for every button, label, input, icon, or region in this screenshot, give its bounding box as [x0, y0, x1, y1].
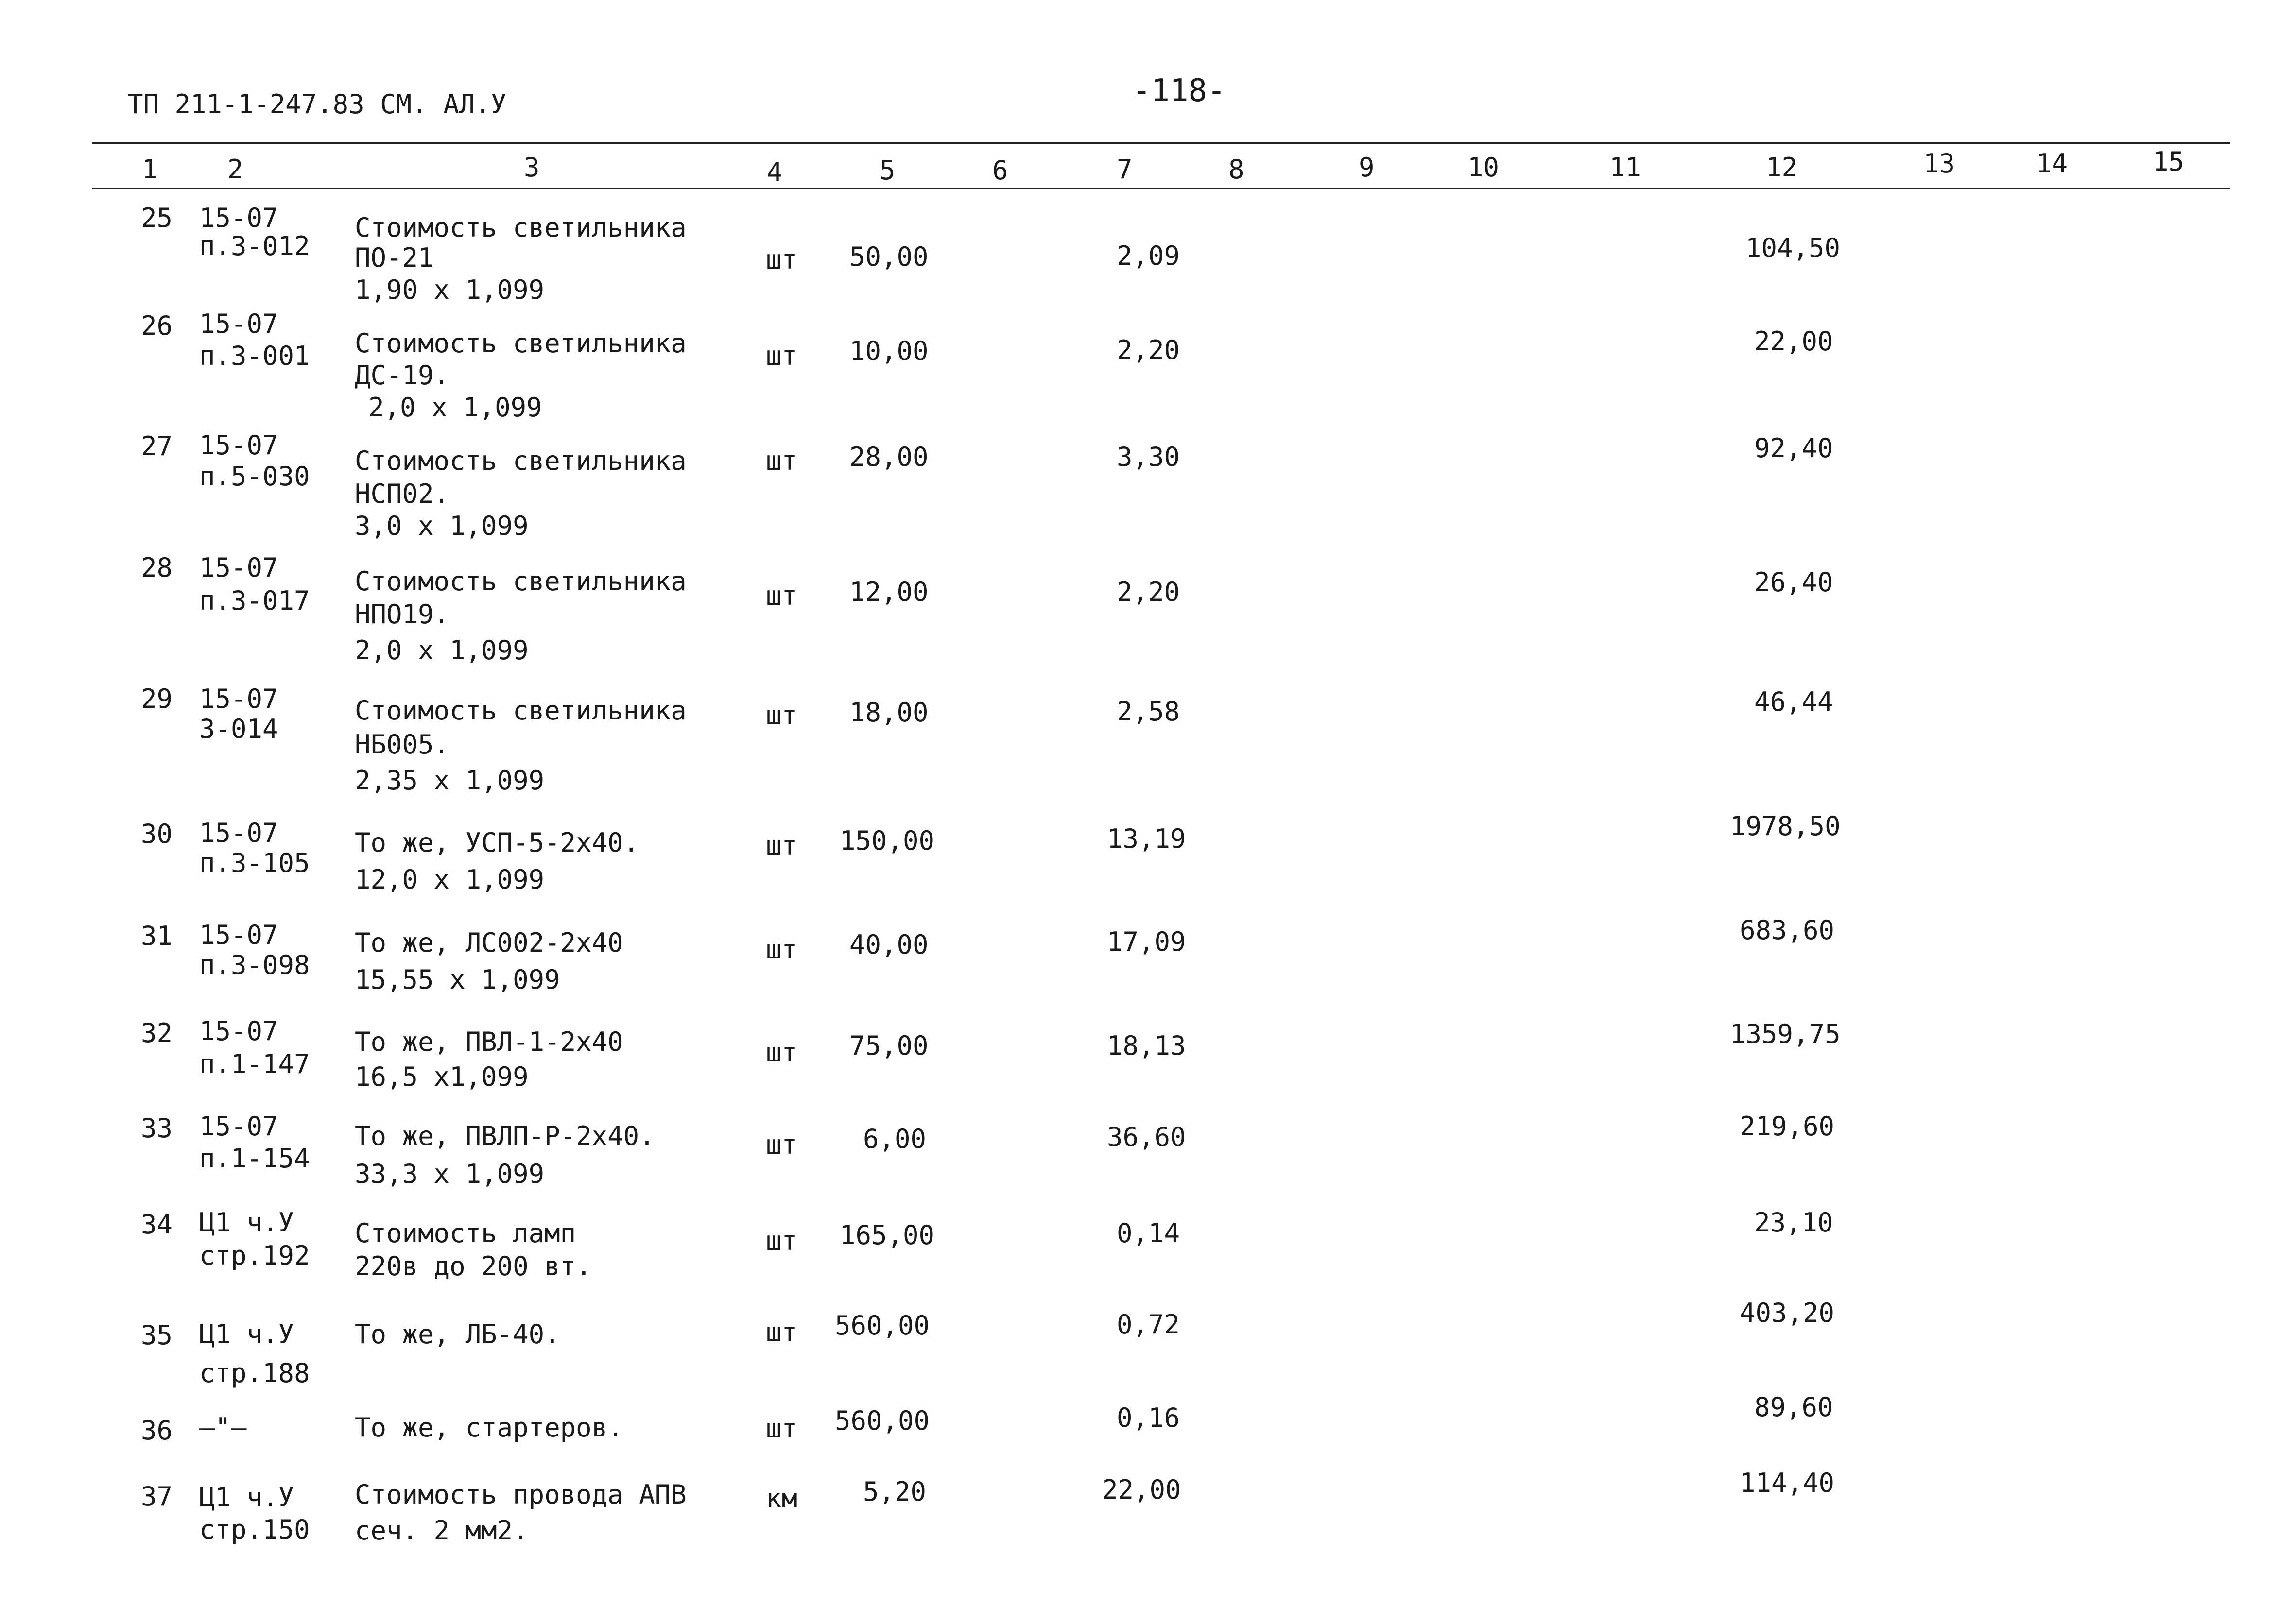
- row-unit-price: 0,72: [1117, 1309, 1180, 1340]
- row-quantity: 28,00: [849, 442, 929, 472]
- row-description: ПО-21: [355, 242, 434, 273]
- row-unit: шт: [766, 1413, 798, 1444]
- row-unit: шт: [766, 830, 798, 861]
- row-number: 31: [141, 921, 173, 951]
- row-unit-price: 2,58: [1117, 696, 1180, 727]
- row-quantity: 5,20: [863, 1476, 927, 1507]
- row-code: 15-07: [199, 920, 278, 950]
- column-number: 8: [1228, 154, 1244, 185]
- row-unit: шт: [766, 934, 798, 965]
- row-description: 2,0 х 1,099: [368, 392, 542, 423]
- row-quantity: 560,00: [835, 1405, 930, 1436]
- row-total: 23,10: [1754, 1207, 1833, 1238]
- column-number: 4: [767, 157, 783, 188]
- row-unit: шт: [766, 341, 798, 371]
- column-number: 5: [880, 155, 896, 186]
- row-total: 219,60: [1740, 1111, 1835, 1142]
- row-description: НПО19.: [355, 599, 450, 630]
- row-code: п.3-001: [199, 341, 310, 371]
- row-code: Ц1 ч.У: [199, 1319, 294, 1350]
- row-description: Стоимость светильника: [355, 695, 687, 726]
- row-description: То же, УСП-5-2х40.: [355, 827, 639, 858]
- column-number: 13: [1923, 148, 1955, 179]
- row-number: 26: [141, 310, 173, 341]
- row-description: Стоимость светильника: [355, 566, 687, 597]
- row-description: Стоимость провода АПВ: [355, 1479, 687, 1510]
- column-number: 2: [227, 154, 243, 185]
- column-number: 11: [1609, 152, 1641, 183]
- row-unit: шт: [766, 244, 798, 275]
- row-code: 3-014: [199, 714, 278, 744]
- row-number: 34: [141, 1209, 173, 1240]
- row-description: сеч. 2 мм2.: [355, 1515, 529, 1546]
- row-number: 36: [141, 1415, 173, 1446]
- row-total: 26,40: [1754, 567, 1833, 598]
- row-total: 92,40: [1754, 433, 1833, 463]
- row-total: 1978,50: [1730, 811, 1841, 841]
- column-number: 14: [2036, 148, 2068, 179]
- row-quantity: 10,00: [849, 336, 929, 366]
- row-quantity: 6,00: [863, 1124, 927, 1154]
- column-number: 1: [142, 154, 158, 185]
- row-quantity: 150,00: [840, 825, 935, 856]
- row-unit-price: 13,19: [1107, 823, 1186, 854]
- row-number: 28: [141, 552, 173, 583]
- row-code: п.3-105: [199, 848, 310, 878]
- row-quantity: 40,00: [849, 929, 929, 960]
- row-unit-price: 2,09: [1117, 240, 1180, 271]
- row-total: 683,60: [1740, 915, 1835, 945]
- row-number: 27: [141, 431, 173, 462]
- row-code: 15-07: [199, 1111, 278, 1142]
- column-number: 12: [1766, 152, 1798, 183]
- row-code: п.1-154: [199, 1143, 310, 1174]
- row-description: 2,35 х 1,099: [355, 765, 545, 796]
- row-number: 29: [141, 684, 173, 714]
- row-unit-price: 17,09: [1107, 926, 1186, 957]
- row-quantity: 12,00: [849, 577, 929, 607]
- row-total: 46,44: [1754, 686, 1833, 717]
- row-code: 15-07: [199, 818, 278, 848]
- row-number: 37: [141, 1481, 173, 1512]
- table-header-rule: [92, 188, 2230, 189]
- row-description: Стоимость светильника: [355, 212, 687, 243]
- row-code: п.3-098: [199, 950, 310, 980]
- row-code: Ц1 ч.У: [199, 1207, 294, 1238]
- column-number: 15: [2153, 146, 2185, 177]
- row-unit: шт: [766, 1129, 798, 1160]
- row-code: п.1-147: [199, 1049, 310, 1079]
- row-description: 33,3 х 1,099: [355, 1159, 545, 1189]
- row-code: стр.150: [199, 1514, 310, 1545]
- row-quantity: 75,00: [849, 1030, 929, 1061]
- row-description: То же, ПВЛ-1-2х40: [355, 1026, 623, 1057]
- column-number: 6: [992, 155, 1008, 186]
- row-description: Стоимость светильника: [355, 445, 687, 476]
- row-description: Стоимость светильника: [355, 328, 687, 359]
- row-unit-price: 3,30: [1117, 442, 1180, 472]
- row-unit-price: 0,16: [1117, 1402, 1180, 1433]
- row-code: 15-07: [199, 684, 278, 714]
- row-number: 35: [141, 1320, 173, 1351]
- row-code: 15-07: [199, 308, 278, 339]
- row-quantity: 165,00: [840, 1220, 935, 1250]
- row-description: 2,0 х 1,099: [355, 635, 529, 666]
- row-description: НСП02.: [355, 479, 450, 509]
- table-top-rule: [92, 142, 2230, 144]
- row-quantity: 50,00: [849, 241, 929, 272]
- row-description: 15,55 х 1,099: [355, 964, 560, 995]
- row-description: То же, ПВЛП-Р-2х40.: [355, 1121, 655, 1151]
- row-total: 104,50: [1745, 233, 1841, 263]
- row-unit-price: 2,20: [1117, 335, 1180, 365]
- row-unit: шт: [766, 700, 798, 731]
- row-total: 114,40: [1740, 1468, 1835, 1498]
- row-unit: шт: [766, 1317, 798, 1348]
- row-description: Стоимость ламп: [355, 1218, 576, 1248]
- row-unit: км: [766, 1483, 798, 1514]
- row-description: То же, ЛС002-2х40: [355, 927, 623, 958]
- row-total: 22,00: [1754, 326, 1833, 357]
- row-code: п.3-012: [199, 231, 310, 261]
- row-number: 33: [141, 1113, 173, 1144]
- row-total: 89,60: [1754, 1392, 1833, 1422]
- row-code: —"—: [199, 1412, 247, 1443]
- document-code: ТП 211-1-247.83 СМ. АЛ.У: [127, 89, 507, 120]
- row-code: Ц1 ч.У: [199, 1482, 294, 1513]
- row-code: стр.188: [199, 1358, 310, 1388]
- column-number: 7: [1117, 154, 1133, 185]
- row-number: 32: [141, 1018, 173, 1048]
- page-number: -118-: [1132, 73, 1226, 109]
- row-quantity: 560,00: [835, 1310, 930, 1341]
- row-description: НБ005.: [355, 729, 450, 760]
- row-unit-price: 22,00: [1102, 1474, 1181, 1505]
- row-description: 3,0 х 1,099: [355, 511, 529, 541]
- row-unit-price: 18,13: [1107, 1030, 1186, 1061]
- column-number: 10: [1467, 152, 1500, 183]
- row-code: п.5-030: [199, 461, 310, 492]
- row-number: 25: [141, 203, 173, 233]
- row-code: п.3-017: [199, 585, 310, 616]
- row-description: 220в до 200 вт.: [355, 1251, 592, 1282]
- column-number: 3: [524, 152, 540, 183]
- row-description: 1,90 х 1,099: [355, 274, 545, 305]
- row-quantity: 18,00: [849, 697, 929, 728]
- row-code: 15-07: [199, 1016, 278, 1046]
- row-code: 15-07: [199, 203, 278, 233]
- row-unit-price: 2,20: [1117, 577, 1180, 607]
- row-total: 1359,75: [1730, 1019, 1841, 1049]
- row-description: ДС-19.: [355, 360, 450, 391]
- row-unit-price: 36,60: [1107, 1122, 1186, 1152]
- row-unit: шт: [766, 1037, 798, 1068]
- row-number: 30: [141, 819, 173, 849]
- row-code: 15-07: [199, 552, 278, 583]
- row-code: 15-07: [199, 430, 278, 461]
- row-unit: шт: [766, 1226, 798, 1256]
- row-description: То же, ЛБ-40.: [355, 1319, 560, 1350]
- row-total: 403,20: [1740, 1298, 1835, 1328]
- row-description: То же, стартеров.: [355, 1412, 623, 1443]
- row-unit: шт: [766, 581, 798, 611]
- row-unit: шт: [766, 445, 798, 476]
- row-description: 16,5 х1,099: [355, 1061, 529, 1092]
- column-number: 9: [1359, 152, 1375, 183]
- row-unit-price: 0,14: [1117, 1218, 1180, 1248]
- row-description: 12,0 х 1,099: [355, 864, 545, 895]
- row-code: стр.192: [199, 1240, 310, 1271]
